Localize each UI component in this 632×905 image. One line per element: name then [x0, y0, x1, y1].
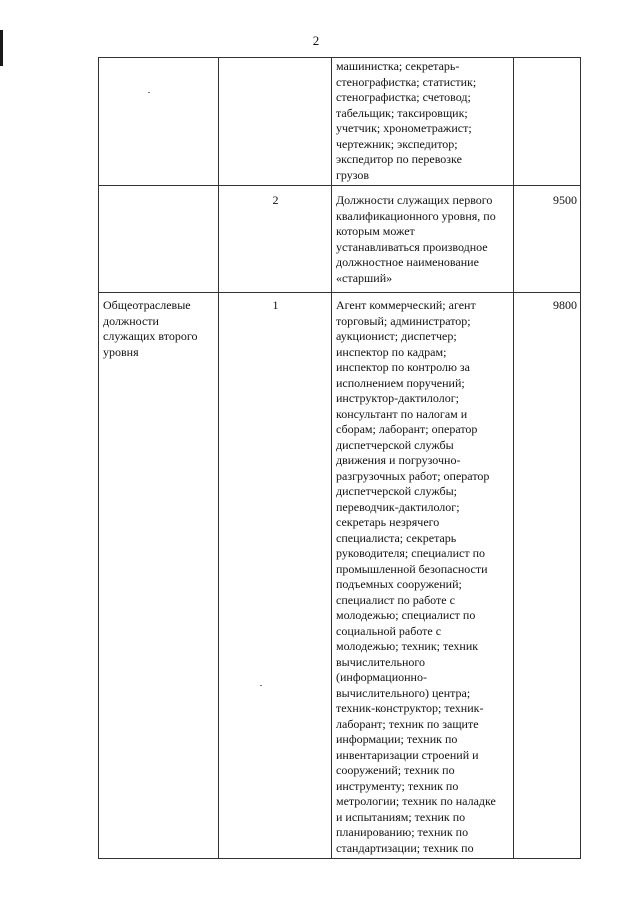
- group-cell: [99, 186, 219, 293]
- table-row: [99, 293, 581, 859]
- positions-cell: Агент коммерческий; агент торговый; администратор; аукционист; диспетчер; инспектор по кадрам; инспектор по контролю за исполнением поручений; инструктор-дактилолог; консультант по налогам и сборам; лаборант; оператор диспетчерской службы движения и погрузочно- разгрузочных работ; оператор диспетчерской службы; переводчик-дактилолог; секретарь незрячего специалиста; секретарь руководителя; специалист по промышленной безопасности подъемных сооружений; специалист по работе с молодежью; специалист по социальной работе с молодежью; техник; техник вычислительного (информационно- вычислительного) центра; техник-конструктор; техник- лаборант; техник по защите информации; техник по инвентаризации строений и сооружений; техник по инструменту; техник по метрологии; техник по наладке и испытаниям; техник по планированию; техник по стандартизации; техник по: [332, 293, 514, 859]
- table-row: [99, 186, 581, 293]
- qualification-level-cell: 1: [219, 293, 332, 859]
- scan-speck: [260, 685, 262, 686]
- salary-table: [98, 57, 581, 859]
- salary-cell: 9800: [514, 293, 581, 859]
- salary-cell: 9500: [514, 186, 581, 293]
- group-cell: Общеотраслевые должности служащих второго уровня: [99, 293, 219, 859]
- group-cell: [99, 58, 219, 186]
- table-row: [99, 58, 581, 186]
- page-number: 2: [312, 33, 320, 48]
- scan-speck: [148, 92, 150, 93]
- positions-cell: машинистка; секретарь- стенографистка; статистик; стенографистка; счетовод; табельщик; таксировщик; учетчик; хронометражист; чертежник; экспедитор; экспедитор по перевозке грузов: [332, 58, 514, 186]
- qualification-level-cell: 2: [219, 186, 332, 293]
- positions-cell: Должности служащих первого квалификационного уровня, по которым может устанавливаться производное должностное наименование «старший»: [332, 186, 514, 293]
- salary-cell: [514, 58, 581, 186]
- qualification-level-cell: [219, 58, 332, 186]
